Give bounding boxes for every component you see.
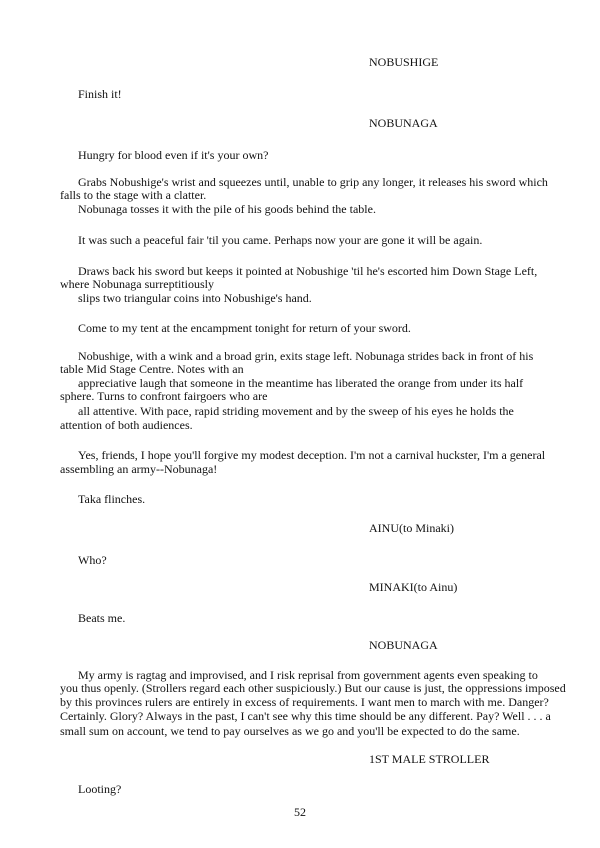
stage-direction-line: Taka flinches. — [78, 492, 146, 506]
stage-direction-line: where Nobunaga surreptitiously — [60, 277, 214, 291]
stage-direction-line: slips two triangular coins into Nobushige's hand. — [78, 291, 312, 305]
character-name: NOBUSHIGE — [369, 55, 439, 69]
dialogue-line: you thus openly. (Strollers regard each other suspiciously.) But our cause is just, the oppressions imposed — [60, 681, 566, 695]
dialogue-line: My army is ragtag and improvised, and I risk reprisal from government agents even speaking to — [78, 668, 538, 682]
dialogue-line: Certainly. Glory? Always in the past, I can't see why this time should be any different. Pay? Well . . . a — [60, 709, 551, 723]
character-name: AINU(to Minaki) — [369, 521, 454, 535]
stage-direction-line: attention of both audiences. — [60, 418, 193, 432]
dialogue-line: Who? — [78, 553, 107, 567]
stage-direction-line: table Mid Stage Centre. Notes with an — [60, 362, 244, 376]
stage-direction-line: appreciative laugh that someone in the meantime has liberated the orange from under its half — [78, 376, 524, 390]
dialogue-line: Hungry for blood even if it's your own? — [78, 148, 269, 162]
dialogue-line: Come to my tent at the encampment tonight for return of your sword. — [78, 321, 411, 335]
stage-direction-line: Nobushige, with a wink and a broad grin, exits stage left. Nobunaga strides back in front of his — [78, 349, 534, 363]
stage-direction-line: Grabs Nobushige's wrist and squeezes until, unable to grip any longer, it releases his sword which — [78, 175, 548, 189]
dialogue-line: Looting? — [78, 782, 122, 796]
dialogue-line: Finish it! — [78, 87, 122, 101]
stage-direction-line: Draws back his sword but keeps it pointed at Nobushige 'til he's escorted him Down Stage Left, — [78, 264, 538, 278]
dialogue-line: It was such a peaceful fair 'til you came. Perhaps now your are gone it will be again. — [78, 233, 483, 247]
dialogue-line: assembling an army--Nobunaga! — [60, 462, 218, 476]
character-name: MINAKI(to Ainu) — [369, 580, 458, 594]
dialogue-line: small sum on account, we tend to pay ourselves as we go and you'll be expected to do the same. — [60, 724, 520, 738]
character-name: NOBUNAGA — [369, 116, 438, 130]
stage-direction-line: falls to the stage with a clatter. — [60, 188, 207, 202]
dialogue-line: by this provinces rulers are entirely in excess of requirements. I want men to march with me. Danger? — [60, 695, 549, 709]
character-name: 1ST MALE STROLLER — [369, 752, 490, 766]
character-name: NOBUNAGA — [369, 638, 438, 652]
stage-direction-line: Nobunaga tosses it with the pile of his goods behind the table. — [78, 202, 376, 216]
stage-direction-line: all attentive. With pace, rapid striding movement and by the sweep of his eyes he holds the — [78, 404, 514, 418]
stage-direction-line: sphere. Turns to confront fairgoers who are — [60, 389, 268, 403]
dialogue-line: Beats me. — [78, 611, 126, 625]
dialogue-line: Yes, friends, I hope you'll forgive my modest deception. I'm not a carnival huckster, I'm a general — [78, 448, 546, 462]
page-number: 52 — [294, 805, 306, 819]
